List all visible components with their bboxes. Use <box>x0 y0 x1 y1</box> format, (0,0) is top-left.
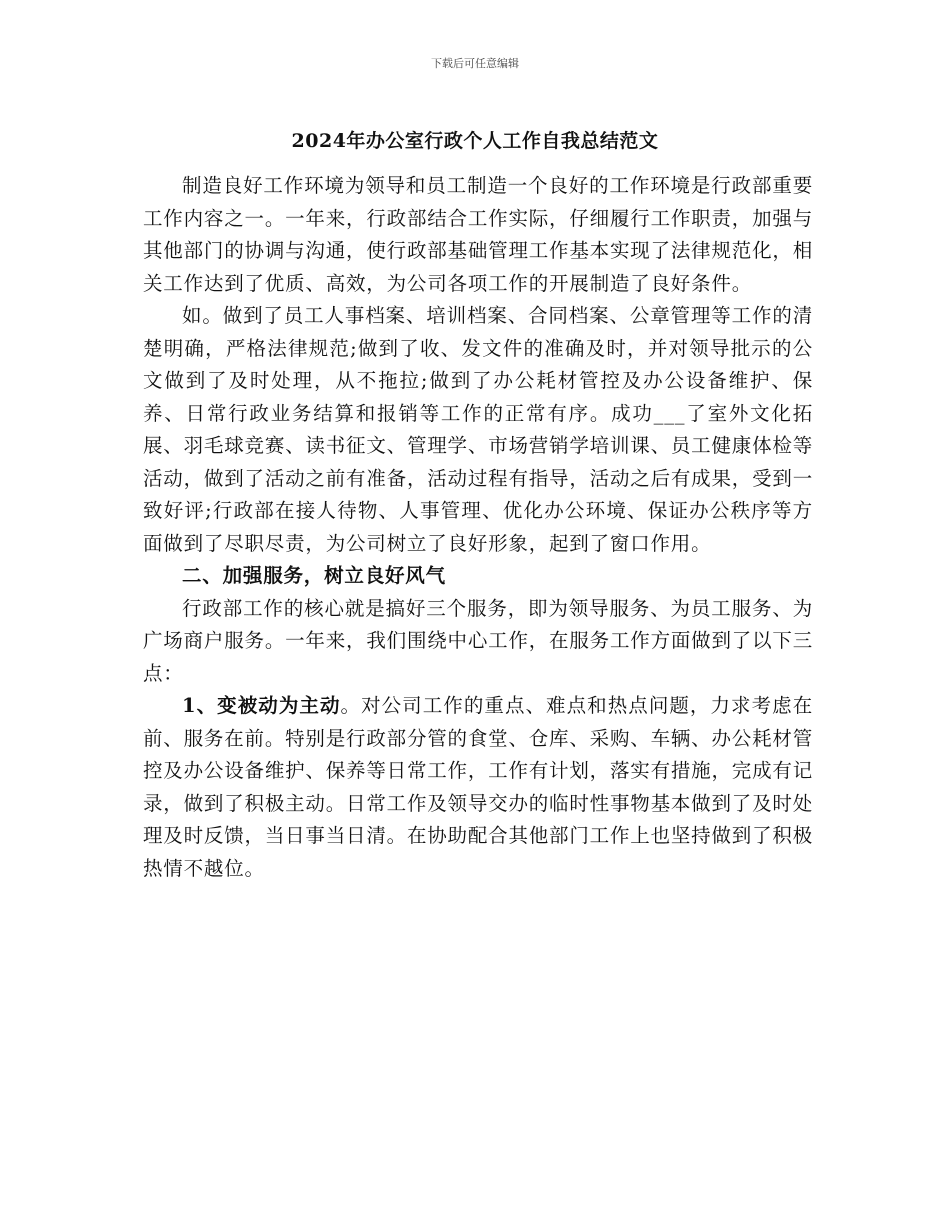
paragraph-proactive <box>143 690 813 885</box>
document-title: 2024年办公室行政个人工作自我总结范文 <box>291 130 659 152</box>
paragraph-achievements: 如。做到了员工人事档案、培训档案、合同档案、公章管理等工作的清楚明确，严格法律规范;做到了收、发文件的准确及时，并对领导批示的公文做到了及时处理，从不拖拉;做到了办公耗材管控及办公设备维护、保养、日常行政业务结算和报销等工作的正常有序。成功___了室外文化拓展、羽毛球竞赛、读书征文、管理学、市场营销学培训课、员工健康体检等活动，做到了活动之前有准备，活动过程有指导，活动之后有成果，受到一致好评;行政部在接人待物、人事管理、优化办公环境、保证办公秩序等方面做到了尽职尽责，为公司树立了良好形象，起到了窗口作用。 <box>143 304 813 555</box>
paragraph-work-environment: 制造良好工作环境为领导和员工制造一个良好的工作环境是行政部重要工作内容之一。一年来，行政部结合工作实际，仔细履行工作职责，加强与其他部门的协调与沟通，使行政部基础管理工作基本实现了法律规范化，相关工作达到了优质、高效，为公司各项工作的开展制造了良好条件。 <box>143 174 813 295</box>
section-heading-service: 二、加强服务，树立良好风气 <box>182 564 446 587</box>
paragraph-service-core: 行政部工作的核心就是搞好三个服务，即为领导服务、为员工服务、为广场商户服务。一年来，我们围绕中心工作，在服务工作方面做到了以下三点： <box>143 596 813 685</box>
page-header-note: 下载后可任意编辑 <box>431 57 519 70</box>
document-body <box>143 170 813 885</box>
paragraph-proactive-body: 。对公司工作的重点、难点和热点问题，力求考虑在前、服务在前。特别是行政部分管的食堂、仓库、采购、车辆、办公耗材管控及办公设备维护、保养等日常工作，工作有计划，落实有措施，完成有记录，做到了积极主动。日常工作及领导交办的临时性事物基本做到了及时处理及时反馈，当日事当日清。在协助配合其他部门工作上也坚持做到了积极热情不越位。 <box>143 694 814 880</box>
paragraph-proactive-lead: 1、变被动为主动 <box>182 694 341 717</box>
